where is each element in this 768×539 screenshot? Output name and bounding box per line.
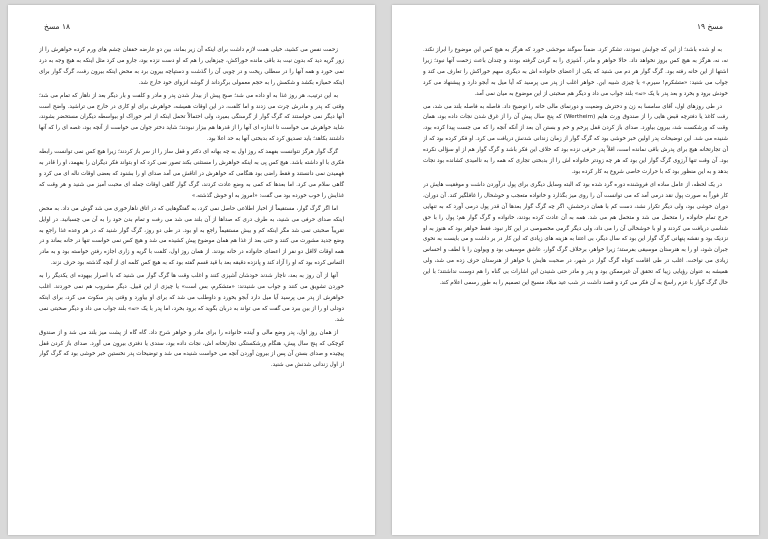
left-paragraph-2: به این ترتیب، هر روز غذا به او داده می شد؛ صبح پیش از بیدار شدن پدر و مادر و کلفت و بار دیگر بعد از ناهار که تمام می شد؛ وقتی که پدر و مادرش چرت می زدند و اما کلفت، در این اوقات همیشه، خواهرش برای او کاری در خارج می تراشید. واضح است آنها دیگر نمی خواستند که گرگ گوار از گرسنگی بمیرد، ولی احتمالاً تحمل اینکه از امر خوراک او بیواسطه دیگران مستحضر بشوند، شاید خواهرش می خواست تا اندازه ای آنها را از قدرها هم بیزار نبودند؛ شاید دختر جوان می خواست از آنچه بود، غصه ای را که آنها داشتند بکاهد؛ باید تصدیق کرد که بدبختی آنها به حد اعلا بود. [39,92,344,143]
right-paragraph-2: در طی روزهای اول، آقای سامسا به زن و دخترش وضعیت و دورنمای مالی خانه را توضیح داد. فاصله به فاصله بلند می شد، می رفت کاغذ یا دفترچه قبض هایی را از صندوق ورث هایم (Wertheim) که پنج سال پیش آن را از غرق شدن نجات داده بود، همان وقت که ورشکست شد، بیرون بیاورد. صدای باز کردن قفل پرخم و خم و بستن آن بعد از آنکه آنچه را که می جست پیدا کرده بود، شنیده می شد. این توضیحات پدر اولین خبر خوشی بود که گرگ گوار از زمان زندانی شدنش دریافت می کرد. او فکر کرده بود که از آن تجارتخانه هیچ برای پدرش باقی نمانده است، اقلاً پدر حرفی نزده بود که خلاف این فکر باشد و گرگ گوار هم از او سؤالی نکرده بود. آن وقت تنها آرزوی گرگ گوار این بود که هر چه زودتر خانواده اش را از بدبختی تجاری که همه را به ناامیدی کشانده بود نجات بدهد و به این منظور بود که با حرارت خاصی شروع به کار کرده بود. [423,103,728,175]
right-page-body [423,45,728,515]
right-paragraph-3: در یک لحظه، از عامل ساده ای فروشنده دوره گرد شده بود که البته وسایل دیگری برای پول درآوردن داشت و موفقیت هایش در کار فوراً به صورت پول نقد درمی آمد که می توانست آن را روی میز بگذارد و خانواده متعجب و خوشحال را غافلگیر کند. آن دوران، دوران خوشی بود، ولی دیگر تکرار نشد، دست کم با همان درخشش، اگر چه گرگ گوار بعدها آن قدر پول درمی آورد که به تنهایی خرج تمام خانواده را متحمل می شد و متحمل هم می شد. همه به آن عادت کرده بودند، خانواده و گرگ گوار هم؛ پول را با حق شناسی دریافت می کردند و او با خوشحالی آن را می داد، ولی دیگر گرمی مخصوصی در این کار نبود. فقط خواهر بود که هنوز به او نزدیک بود و نقشه پنهانی گرگ گوار این بود که سال دیگر، بی اعتنا به هزینه های زیادی که این کار در بر داشت و می بایست به نحوی جبران شود، او را به هنرستان موسیقی بفرستد؛ زیرا خواهر، برخلاف گرگ گوار، عاشق موسیقی بود و ویولون را با لطف و احساس زیادی می نواخت. اغلب در طی اقامت کوتاه گرگ گوار در شهر، در صحبت هایش با خواهر از هنرستان حرف زده می شد، ولی همیشه به عنوان رؤیایی زیبا که تحقق آن غیرممکن بود و پدر و مادر حتی شنیدن این اشارات بی گناه را هم دوست نداشتند؛ با این حال گرگ گوار با عزم راسخ به آن فکر می کرد و قصد داشت در شب عید میلاد مسیح این تصمیم را به طور رسمی اعلام کند. [423,181,728,287]
left-page-body [39,45,344,515]
left-paragraph-4: اما اگر گرگ گوار، مستقیماً از اخبار اطلاعی حاصل نمی کرد، به گفتگوهایی که در اتاق ناهارخوری می شد گوش می داد. به محض اینکه صدای حرفی می شنید، به طرف دری که صداها از آن بلند می شد می رفت و تمام بدن خود را به آن می چسبانید. در اوایل تقریباً صحبتی نمی شد مگر اینکه کم و بیش مستقیماً راجع به او بود. در طی دو روز، گرگ گوار شنید که در هر وعده غذا راجع به وضع جدید مشورت می کنند و حتی بعد از غذا هم همان موضوع پیش کشیده می شد و هیچ کس نمی خواست تنها در خانه بماند و در همه اوقات لااقل دو نفر از اعضای خانواده در خانه بودند. از همان روز اول، کلفت با گریه و زاری اجازه رفتن خواسته بود و به مادر التماس کرده بود که او را آزاد کند و پانزده دقیقه بعد با قید قسم گفته بود که به هیچ کس کلمه ای از آنچه گذشته بود حرف نزند. [39,205,344,267]
left-page-header: ۱۸ مسخ [44,22,70,31]
left-paragraph-5: آنها از آن روز به بعد، ناچار شدند خودشان آشپزی کنند و اغلب وقت ها گرگ گوار می شنید که با اصرار بیهوده ای یکدیگر را به خوردن تشویق می کنند و جواب می شنیدند: «متشکرم، بس است» یا چیزی از این قبیل. دیگر مشروب هم نمی خوردند. اغلب خواهرش از پدر می پرسید آیا میل دارد آبجو بخورد و داوطلب می شد که برای او بیاورد و وقتی پدر سکوت می کرد، برای اینکه دودلی او را از بین ببرد می گفت که می تواند به دربان بگوید که برود بخرد، اما پدر با یک «نه» بلند جواب می داد و دیگر صحبتی نمی شد. [39,273,344,323]
right-page [392,5,759,535]
right-page-header: مسخ ۱۹ [697,22,723,31]
right-paragraph-1: به او شده باشد؛ از این که جوابش نمودند، تشکر کرد. ضمناً سوگند موحشی خورد که هرگز به هیچ کس این موضوع را ابراز نکند. نه، نه، هرگز به هیچ کس بروز نخواهد داد. حالا خواهر و مادر، آشپزی را به گردن گرفته بودند و چندان باعث زحمت آنها نبود؛ زیرا اشتها از این خانه رفته بود. گرگ گوار هر دم می شنید که یکی از اعضای خانواده اش به دیگری سهم خوراکش را تعارف می کند و جواب می شنید: «متشکرم! سیرم.» یا چیزی شبیه این. خواهر اغلب از پدر می پرسید که آیا میل به آبجو دارد و پیشنهاد می کرد خودش برود و بخرد و بعد پدر با یک «نه» بلند جواب می داد و دیگر هم صحبتی از این موضوع به میان نمی آمد. [423,47,728,97]
left-paragraph-3: گرگ گوار هرگز نتوانست بفهمد که روز اول به چه بهانه ای دکتر و قفل ساز را از سر باز کردند؛ زیرا هیچ کس نمی توانست رابطه فکری با او داشته باشد. هیچ کس پی به اینکه خواهرش را مستثنی بکند تصور نمی کرد که او بتواند فکر دیگران را بفهمد، او را قادر به فهمیدن نمی دانستند و فقط راضی بود هنگامی که خواهرش در اتاقش می آمد صدای او را بشنود که بعضی اوقات ناله ای می کرد و گاهی سلام می کرد. اما بعدها که کمی به وضع عادت کردند، گرگ گوار گاهی اوقات جمله ای محبت آمیز می شنید و هر وقت که غذایش را خوب خورده بود می گفت: «امروز به او خوش گذشته.» [39,149,344,199]
left-paragraph-6: از همان روز اول، پدر وضع مالی و آینده خانواده را برای مادر و خواهر شرح داد. گاه گاه از پشت میز بلند می شد و از صندوق کوچکی که پنج سال پیش، هنگام ورشکستگی تجارتخانه اش، نجات داده بود، سندی یا دفتری بیرون می آورد. صدای باز کردن قفل پیچیده و صدای بستن آن پس از بیرون آوردن آنچه می خواست شنیده می شد و توضیحات پدر نخستین خبر خوشی بود که گرگ گوار از اول زندانی شدنش می شنید. [39,329,344,369]
left-page [8,5,375,535]
left-paragraph-1: زحمت نفس می کشید، خیلی همت لازم داشت برای اینکه آن زیر بماند، بین دو عارضه خفقان چشم های ورم کرده خواهرش را از زور گریه دید که بدون نیت بد باقی مانده خوراکش، چیزهایی را هم که او دست نزده بود، جارو می کرد مثل اینکه به هیچ وجه به درد نمی خورد و همه آنها را در سطلی ریخت و در چوبی آن را گذشت و دستپاچه بیرون برد به محض اینکه بیرون رفت، گرگ گوار برای اینکه خمیازه بکشد و شکمش را به حجم معمولی برگرداند از گوشه انزوای خود خارج شد. [39,47,344,86]
